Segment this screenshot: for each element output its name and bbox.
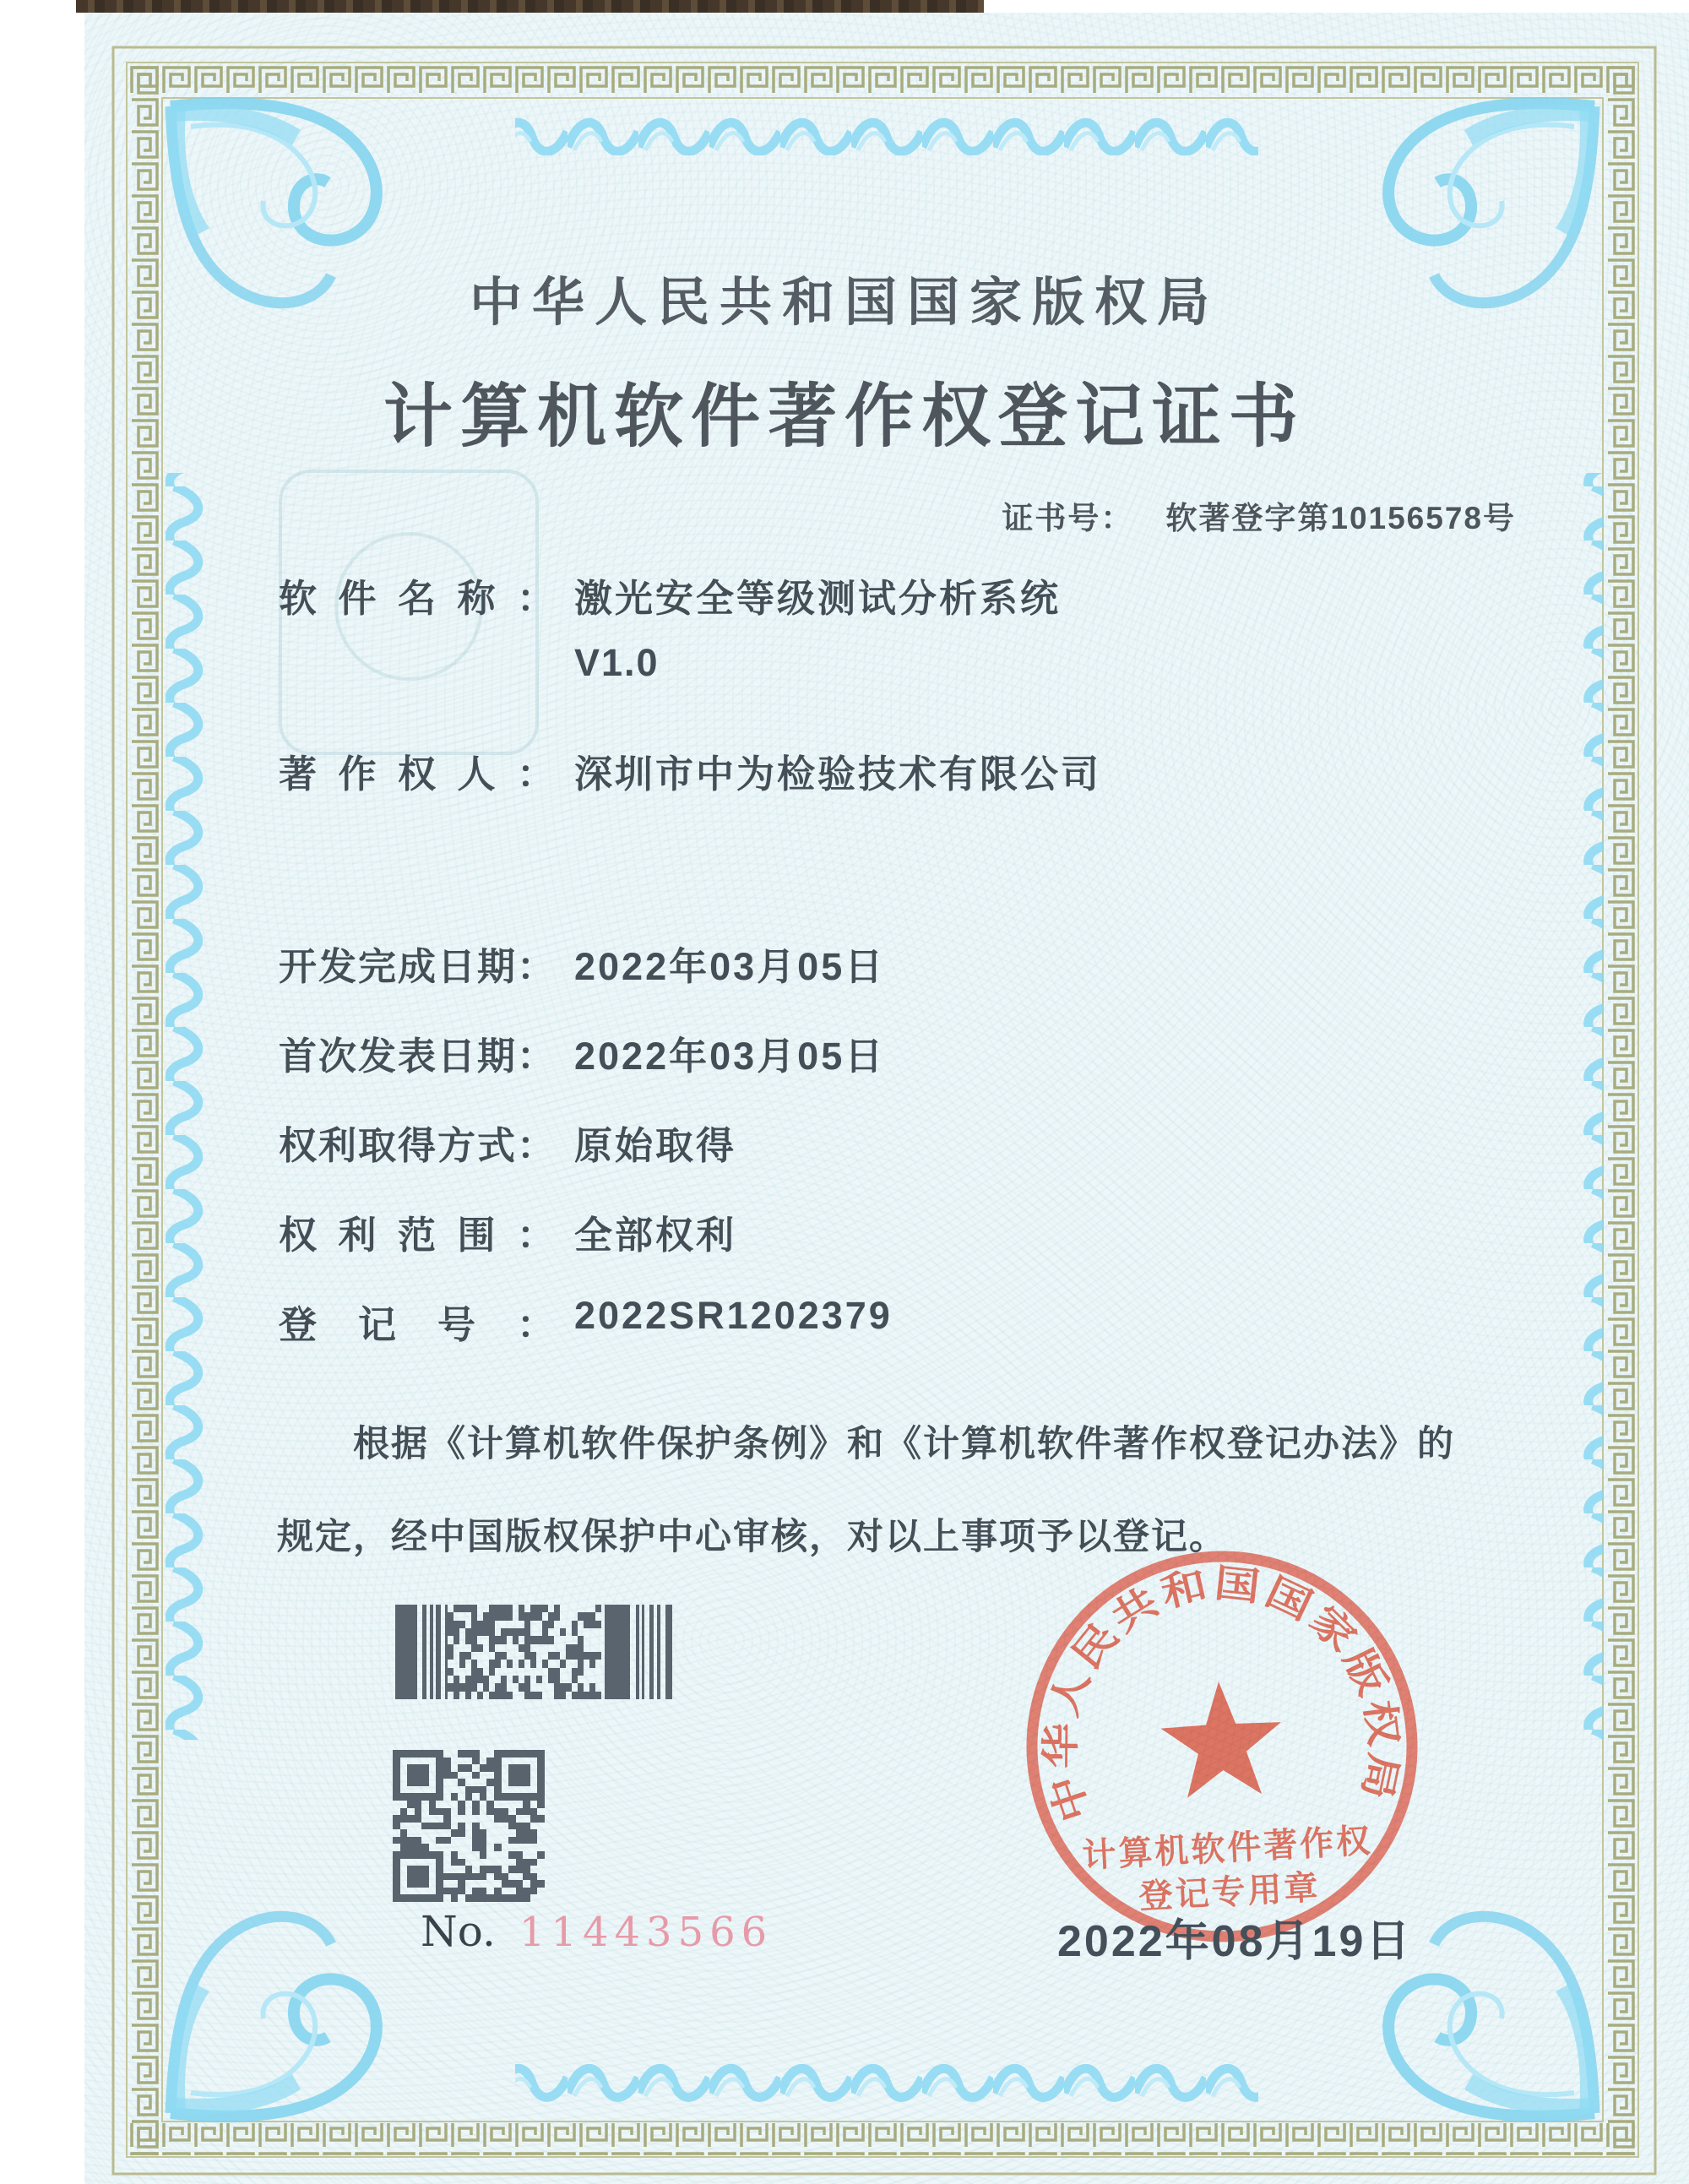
field-value [574,568,1061,685]
issue-date: 2022年08月19日 [1057,1917,1413,1966]
seal-caption-line2: 登记专用章 [1138,1869,1322,1916]
field-row-copyright-owner [279,743,1101,798]
certificate-number-value: 软著登字第10156578号 [1165,501,1516,535]
software-version: V1.0 [574,641,660,684]
field-row-software-name [279,568,1061,685]
field-row-registration-number [279,1294,893,1349]
official-seal [996,1524,1447,1969]
field-row-rights-scope [279,1204,736,1259]
ornament-bottom-edge [515,2064,1258,2116]
statement-line-1: 根据《计算机软件保护条例》和《计算机软件著作权登记办法》的 [353,1424,1455,1464]
serial-number-row [421,1907,773,1956]
ornament-left-edge [166,473,215,1740]
ornament-right-edge [1554,473,1603,1740]
field-row-dev-complete-date [279,936,885,991]
field-row-first-publish-date [279,1025,885,1080]
field-label: 登记号： [279,1303,556,1346]
serial-number: 11443566 [519,1909,774,1956]
statement-line-2: 规定，经中国版权保护中心审核，对以上事项予以登记。 [277,1517,1227,1557]
field-row-rights-acquisition [279,1115,736,1170]
dev-complete-date: 2022年03月05日 [574,945,886,988]
copyright-owner: 深圳市中为检验技术有限公司 [574,752,1102,796]
seal-caption-line1: 计算机软件著作权 [1081,1822,1374,1875]
authority-title: 中华人民共和国国家版权局 [469,274,1219,332]
certificate-number-row [1002,492,1516,538]
first-publish-date: 2022年03月05日 [574,1035,886,1078]
field-label: 权利范围： [279,1214,556,1257]
seal-star [1159,1678,1285,1799]
field-label: 著作权人： [279,752,556,796]
field-label: 权利取得方式： [279,1124,556,1167]
registration-number: 2022SR1202379 [574,1294,893,1337]
field-label: 软件名称： [279,577,556,620]
rights-acquisition: 原始取得 [574,1124,737,1167]
seal-ring-text: 中华人民共和国国家版权局 [1038,1560,1407,1828]
certificate-number-label: 证书号： [1002,501,1134,535]
qr-code [393,1750,545,1902]
rights-scope: 全部权利 [574,1214,737,1257]
barcode [395,1605,706,1699]
serial-label: No. [421,1907,496,1956]
software-name: 激光安全等级测试分析系统 [574,577,1062,620]
certificate-title: 计算机软件著作权登记证书 [383,378,1306,455]
corner-flourish-bottom-left [169,1916,377,2116]
field-label: 首次发表日期： [279,1035,556,1078]
ornament-top-edge [515,103,1258,155]
field-label: 开发完成日期： [279,945,556,988]
